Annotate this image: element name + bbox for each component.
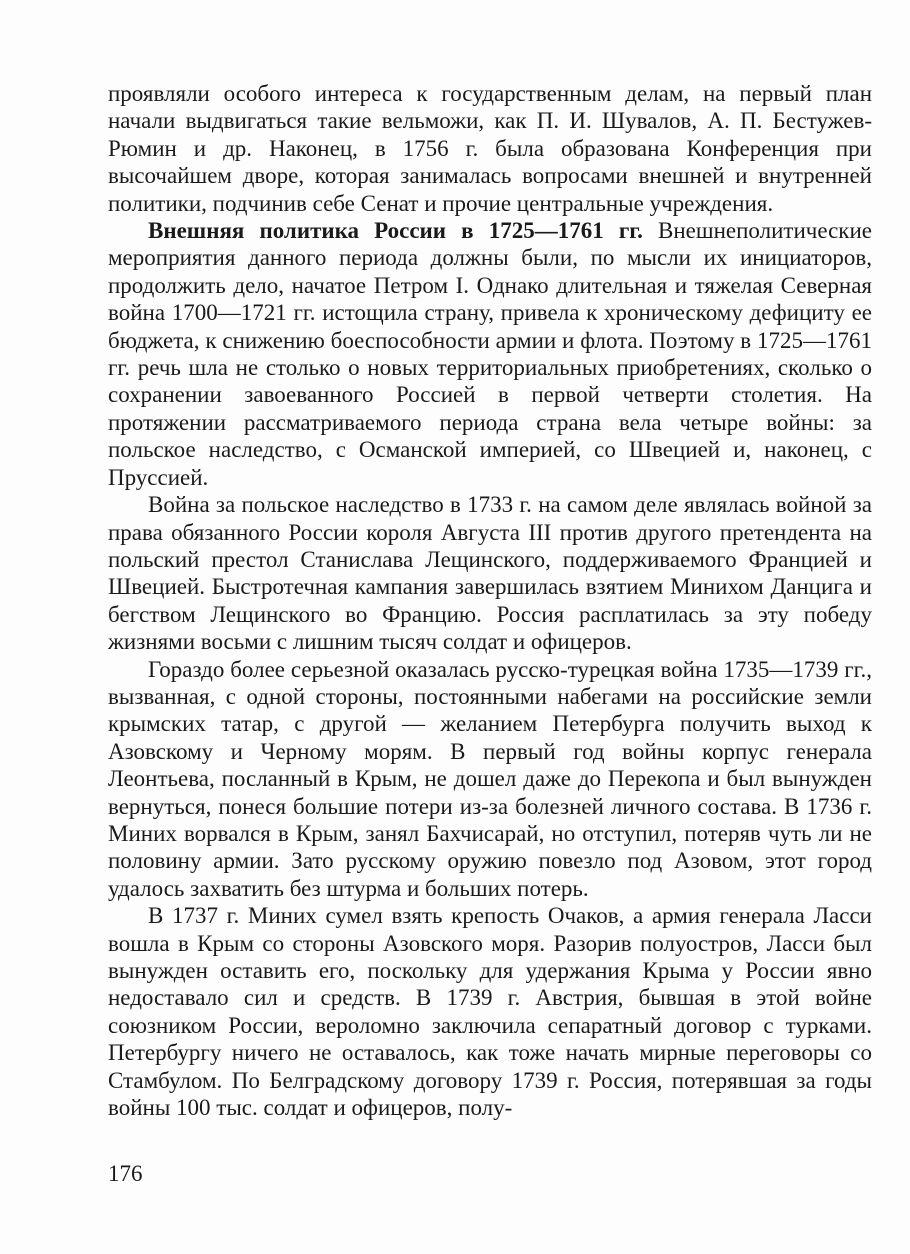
paragraph-5-text: В 1737 г. Миних сумел взять крепость Очаков, а армия генерала Ласси вошла в Крым со стороны Азовского моря. Разорив полуостров, Ласси был вынужден оставить его, поскольку для удержания Крыма у России явно недоставало сил и средств. В 1739 г. Австрия, бывшая в этой войне союзником России, вероломно заключила сепаратный договор с турками. Петербургу ничего не оставалось, как тоже начать мирные переговоры со Стамбулом. По Белградскому договору 1739 г. Россия, потерявшая за годы войны 100 тыс. солдат и офицеров, полу- <box>108 903 872 1121</box>
paragraph-4 <box>108 656 872 903</box>
section-heading: Внешняя политика России в 1725—1761 гг. <box>148 218 643 244</box>
paragraph-1 <box>108 80 872 217</box>
paragraph-3 <box>108 491 872 655</box>
paragraph-4-text: Гораздо более серьезной оказалась русско-турецкая война 1735—1739 гг., вызванная, с одной стороны, постоянными набегами на российские земли крымских татар, с другой — желанием Петербурга получить выход к Азовскому и Черному морям. В первый год войны корпус генерала Леонтьева, посланный в Крым, не дошел даже до Перекопа и был вынужден вернуться, понеся большие потери из-за болезней личного состава. В 1736 г. Миних ворвался в Крым, занял Бахчисарай, но отступил, потеряв чуть ли не половину армии. Зато русскому оружию повезло под Азовом, этот город удалось захватить без штурма и больших потерь. <box>108 656 872 901</box>
paragraph-2 <box>108 217 872 491</box>
paragraph-3-text: Война за польское наследство в 1733 г. на самом деле являлась войной за права обязанного России короля Августа III против другого претендента на польский престол Станислава Лещинского, поддерживаемого Францией и Швецией. Быстротечная кампания завершилась взятием Минихом Данцига и бегством Лещинского во Францию. Россия расплатилась за эту победу жизнями восьми с лишним тысяч солдат и офицеров. <box>108 492 872 655</box>
paragraph-5 <box>108 902 872 1121</box>
page-text <box>108 80 872 1121</box>
page-number: 176 <box>108 1161 143 1186</box>
paragraph-2-text: Внешнеполитические мероприятия данного периода должны были, по мысли их инициаторов, продолжить дело, начатое Петром I. Однако длительная и тяжелая Северная война 1700—1721 гг. истощила страну, привела к хроническому дефициту ее бюджета, к снижению боеспособности армии и флота. Поэтому в 1725—1761 гг. речь шла не столько о новых территориальных приобретениях, сколько о сохранении завоеванного Россией в первой четверти столетия. На протяжении рассматриваемого периода страна вела четыре войны: за польское наследство, с Османской империей, со Швецией и, наконец, с Пруссией. <box>108 218 872 490</box>
paragraph-1-text: проявляли особого интереса к государственным делам, на первый план начали выдвигаться такие вельможи, как П. И. Шувалов, А. П. Бестужев-Рюмин и др. Наконец, в 1756 г. была образована Конференция при высочайшем дворе, которая занималась вопросами внешней и внутренней политики, подчинив себе Сенат и прочие центральные учреждения. <box>108 81 872 216</box>
